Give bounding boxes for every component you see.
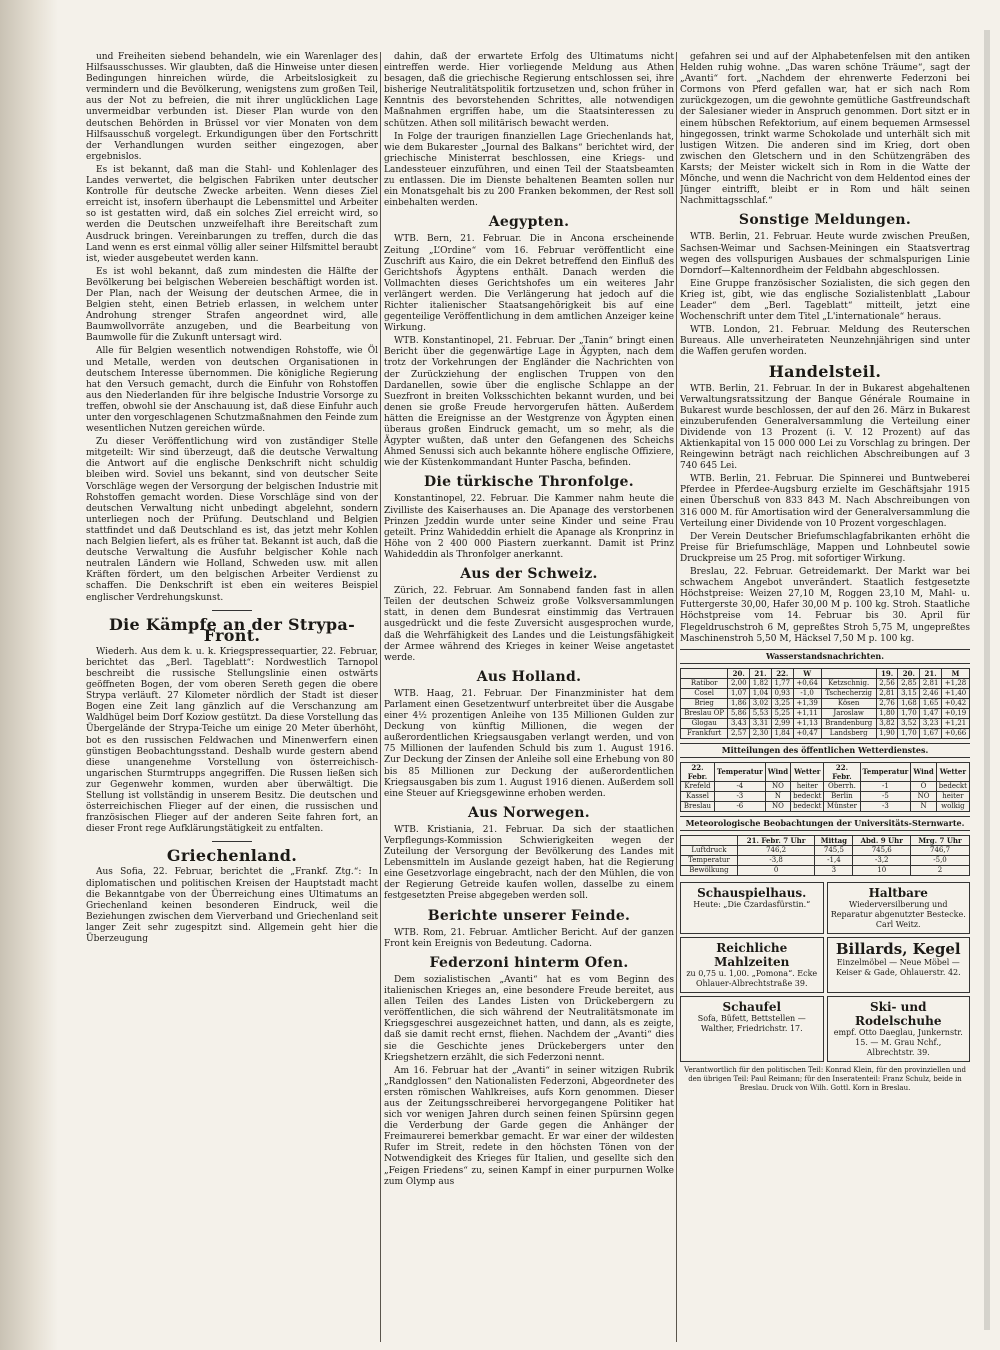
table-cell: 3,31 bbox=[750, 718, 772, 728]
table-row bbox=[681, 865, 970, 875]
table-cell: +1,11 bbox=[793, 708, 821, 718]
table-cell: heiter bbox=[936, 791, 969, 801]
paragraph: Breslau, 22. Februar. Getreidemarkt. Der Markt war bei schwachem Angebot unverändert. Staatlich festgesetzte Höchstpreise: Weizen 27,10 M, Roggen 23,10 M, Mahl- u. Futtergerste 30,00, Hafer 30,00 M p. 100 kg. Stroh. Staatliche Höchstpreise vom 14. Februar bis 30. April für Flegeldruschstroh 6 M, gepreßtes Stroh 5,75 M, ungepreßtes Maschinenstroh 5,50 M, Häcksel 7,50 M p. 100 kg. bbox=[680, 567, 970, 644]
table-cell: heiter bbox=[791, 781, 824, 791]
table-row bbox=[681, 801, 970, 811]
table-cell: 1,07 bbox=[728, 688, 750, 698]
table-cell: 1,70 bbox=[898, 708, 920, 718]
table-cell: Bewölkung bbox=[681, 865, 738, 875]
table-cell: 1,80 bbox=[876, 708, 898, 718]
table-row bbox=[681, 718, 970, 728]
paragraph: gefahren sei und auf der Alphabetenfelsen mit den antiken Helden ruhig wohne. „Das waren schöne Träume“, sagt der „Avanti“ fort. „Nachdem der ehrenwerte Federzoni bei Cormons von Pferd gefallen war, hat er sich nach Rom zurückgezogen, um die gewohnte gemütliche Gastfreundschaft der Salesianer wieder in Anspruch genommen. Dort sitzt er in einem hübschen Refektorium, auf einem bequemen Armsessel hingegossen, trinkt warme Schokolade und unterhält sich mit lustigen Witzen. Die anderen sind im Krieg, dort oben zwischen den Gletschern und in den Schützengräben des Karsts; der Meister wickelt sich in Rom in die Watte der Mönche, und wenn die Nachricht von dem Heldentod eines der Jünger eintrifft, bleibt er in Rom und hält seinen Nachmittagsschlaf.“ bbox=[680, 52, 970, 207]
table-cell: +0,66 bbox=[942, 728, 970, 738]
paragraph: In Folge der traurigen finanziellen Lage Griechenlands hat, wie dem Bukarester „Journal des Balkans“ berichtet wird, der griechische Ministerrat beschlossen, eine Kriegs- und Landessteuer einzuführen, und einen Teil der Staatsbeamten zu entlassen. Die im Dienste behaltenen Beamten sollen nur ein Monatsgehalt bis zu 200 Franken bekommen, der Rest soll einbehalten werden. bbox=[384, 131, 674, 209]
table-cell: 1,86 bbox=[728, 698, 750, 708]
table-cell: 2,30 bbox=[750, 728, 772, 738]
section-heading: Griechenland. bbox=[166, 846, 298, 866]
ad-body: Heute: „Die Czardasfürstin.“ bbox=[693, 899, 811, 909]
table-row bbox=[681, 855, 970, 865]
table-cell: 3,23 bbox=[920, 718, 942, 728]
table-cell: -3 bbox=[714, 791, 765, 801]
table-header-cell: Temperatur bbox=[860, 762, 911, 781]
ad-box bbox=[680, 996, 824, 1062]
table-header-cell: 21. bbox=[750, 668, 772, 678]
table-header-cell: Temperatur bbox=[714, 762, 765, 781]
ad-body: empf. Otto Daeglau, Junkernstr. 15. — M. Grau Nchf., Albrechtstr. 39. bbox=[833, 1027, 963, 1057]
section-heading: Berichte unserer Feinde. bbox=[427, 907, 631, 924]
table-cell: -3,8 bbox=[737, 855, 815, 865]
table-cell: 3 bbox=[815, 865, 853, 875]
table-cell: bedeckt bbox=[791, 791, 824, 801]
table-cell: Landsberg bbox=[821, 728, 876, 738]
table-header-cell: 21. bbox=[920, 668, 942, 678]
paragraph: WTB. London, 21. Februar. Meldung des Reuterschen Bureaus. Alle unverheirateten Neunzehnjährigen sind unter die Waffen gerufen worden. bbox=[680, 325, 970, 358]
observatory-table bbox=[680, 835, 970, 876]
paragraph: WTB. Konstantinopel, 21. Februar. Der „Tanin“ bringt einen Bericht über die gegenwärtige Lage in Ägypten, nach dem trotz der Vorkehrungen der Engländer die Nachrichten von der Zurückziehung der englischen Truppen von den Dardanellen, sowie über die englische Schlappe an der Suezfront in breiten Volksschichten bekannt wurden, und bei denen sie große Freude hervorgerufen hätten. Außerdem hätten die Ereignisse an der Westgrenze von Ägypten einen überaus großen Eindruck gemacht, um so mehr, als die Ägypter wußten, daß unter den Gefangenen des Scheichs Ahmed Senussi sich auch bekannte höhere englische Offiziere, wie der Küstenkommandant Hunter Pascha, befinden. bbox=[384, 336, 674, 469]
table-cell: 1,04 bbox=[750, 688, 772, 698]
table-cell: +1,28 bbox=[942, 678, 970, 688]
table-cell: Ketzschnig. bbox=[821, 678, 876, 688]
table-header-cell: W bbox=[793, 668, 821, 678]
ad-box bbox=[827, 937, 971, 993]
table-header-cell: 22. bbox=[771, 668, 793, 678]
table-cell: -1 bbox=[860, 781, 911, 791]
table-cell: Luftdruck bbox=[681, 845, 738, 855]
paragraph: WTB. Berlin, 21. Februar. Heute wurde zwischen Preußen, Sachsen-Weimar und Sachsen-Meiningen ein Staatsvertrag wegen des vollspurigen Ausbaues der schmalspurigen Linie Dorndorf—Kaltennordheim der Feldbahn abgeschlossen. bbox=[680, 232, 970, 276]
section-divider bbox=[212, 841, 252, 842]
table-cell: 1,67 bbox=[920, 728, 942, 738]
section-heading: Aus Holland. bbox=[476, 668, 582, 685]
table-header-cell: 22. Febr. bbox=[681, 762, 715, 781]
table-cell: 1,90 bbox=[876, 728, 898, 738]
table-cell: 745,6 bbox=[853, 845, 911, 855]
column-3 bbox=[680, 52, 970, 1342]
section-heading: Handelsteil. bbox=[768, 362, 882, 382]
table-cell: 3,15 bbox=[898, 688, 920, 698]
section-heading: Sonstige Meldungen. bbox=[738, 212, 912, 229]
table-cell: N bbox=[765, 791, 790, 801]
ad-title: Billards, Kegel bbox=[835, 939, 961, 958]
table-cell: 1,47 bbox=[920, 708, 942, 718]
table-cell: 1,77 bbox=[771, 678, 793, 688]
table-cell: Temperatur bbox=[681, 855, 738, 865]
table-title: Meteorologische Beobachtungen der Universitäts-Sternwarte. bbox=[680, 816, 970, 831]
paragraph: Zu dieser Veröffentlichung wird von zuständiger Stelle mitgeteilt: Wir sind überzeugt, daß die deutsche Verwaltung die Antwort auf die englische Denkschrift nicht schuldig bleiben wird. Soviel uns bekannt, sind von deutscher Seite Vorschläge wegen der Versorgung der belgischen Industrie mit Rohstoffen gemacht worden. Diese Vorschläge sind von der deutschen Verwaltung nicht unbedingt abgelehnt, sondern unterliegen noch der Prüfung. Deutschland und Belgien stattfindet und daß Deutschland es ist, das jetzt mehr Kohlen nach Belgien liefert, als es früher tat. Bekannt ist auch, daß die deutsche Verwaltung die Ausfuhr belgischer Kohle nach neutralen Ländern wie Holland, Schweden usw. mit allen Kräften fördert, um den belgischen Arbeiter Verdienst zu schaffen. Die Denkschrift ist eben ein weiteres Beispiel englischer Verdrehungskunst. bbox=[86, 437, 378, 603]
table-cell: 3,82 bbox=[876, 718, 898, 728]
table-row bbox=[681, 708, 970, 718]
table-cell: -1,0 bbox=[793, 688, 821, 698]
table-cell: N bbox=[911, 801, 936, 811]
table-header-cell bbox=[681, 835, 738, 845]
table-cell: 3,43 bbox=[728, 718, 750, 728]
paragraph: Wiederh. Aus dem k. u. k. Kriegspressequartier, 22. Februar, berichtet das „Berl. Tageblatt“: Nordwestlich Tarnopol beschreibt die russische Stellungslinie einen ostwärts geöffneten Bogen, der vom oberen Sereth gegen die obere Strypa verläuft. 27 Kilometer nördlich der Stadt ist dieser Bogen eine Zeit lang gänzlich auf die Verschanzung am Waldhügel beim Dorf Koziow gestützt. Da diese Vorstellung das Übergelände der Strypa-Teiche um einige 20 Meter überhöht, bot es den russischen Feldwachen und Minenwerfern einen günstigen Beobachtungsstand. Deshalb wurde gestern abend diese unangenehme Vorstellung von österreichisch-ungarischen Sturmtrupps angegriffen. Die Russen ließen sich zur Gegenwehr kommen, wurden aber überwältigt. Die Stellung ist vollständig in unserem Besitz. Die deutschen und österreichischen Flieger auf der einen, die russischen und französischen Flieger auf der anderen Seite fahren fort, an dieser Front rege Aufklärungstätigkeit zu entfalten. bbox=[86, 646, 378, 835]
table-cell: 2,46 bbox=[920, 688, 942, 698]
table-cell: 0 bbox=[737, 865, 815, 875]
table-cell: 2 bbox=[911, 865, 970, 875]
table-header-cell: 20. bbox=[728, 668, 750, 678]
table-header-cell: 22. Febr. bbox=[824, 762, 860, 781]
table-header-cell: M bbox=[942, 668, 970, 678]
table-header-cell bbox=[821, 668, 876, 678]
table-cell: Münster bbox=[824, 801, 860, 811]
table-header-cell: Mittag bbox=[815, 835, 853, 845]
table-cell: bedeckt bbox=[936, 781, 969, 791]
table-cell: 2,81 bbox=[876, 688, 898, 698]
paragraph: Es ist bekannt, daß man die Stahl- und Kohlenlager des Landes verwertet, die belgischen Fabriken unter deutscher Kontrolle für deutsche Zwecke arbeiten. Wenn dieses Ziel erreicht ist, insofern überhaupt die Lebensmittel und Arbeiter so ist gestatten wird, daß ein solches Ziel erreicht wird, so werden die Deutschen unzweifelhaft ihre Bereitschaft zum Ausdruck bringen. Vereinbarungen zu treffen, durch die das Land wenn es erst einmal völlig aller seiner Hilfsmittel beraubt ist, wieder ausgebeutet werden kann. bbox=[86, 164, 378, 264]
paragraph: Der Verein Deutscher Briefumschlagfabrikanten erhöht die Preise für Briefumschläge, Mappen und Lohnbeutel sowie Druckpreise um 25 Prog. mit sofortiger Wirkung. bbox=[680, 531, 970, 564]
table-cell: Berlin bbox=[824, 791, 860, 801]
table-cell: 5,86 bbox=[728, 708, 750, 718]
table-cell: +1,21 bbox=[942, 718, 970, 728]
paragraph: Zürich, 22. Februar. Am Sonnabend fanden fast in allen Teilen der deutschen Schweiz große Volksversammlungen statt, in denen dem Bundesrat einstimmig das Vertrauen ausgedrückt und die feste Zuversicht ausgesprochen wurde, daß die Wehrfähigkeit des Landes und die Leistungsfähigkeit der Armee während des Krieges in keiner Weise angetastet werde. bbox=[384, 586, 674, 663]
table-row bbox=[681, 845, 970, 855]
table-cell: Jaroslaw bbox=[821, 708, 876, 718]
table-cell: Breslau bbox=[681, 801, 715, 811]
table-cell: NO bbox=[911, 791, 936, 801]
paragraph: Konstantinopel, 22. Februar. Die Kammer nahm heute die Zivilliste des Kaiserhauses an. Die Apanage des verstorbenen Prinzen Jzeddin wurde unter seine Kinder und seine Frau geteilt. Prinz Wahideddin erhielt die Apanage als Kronprinz in Höhe von 2 400 000 Piastern zuerkannt. Damit ist Prinz Wahideddin als Thronfolger anerkannt. bbox=[384, 494, 674, 560]
table-cell: +0,42 bbox=[942, 698, 970, 708]
table-cell: bedeckt bbox=[791, 801, 824, 811]
paragraph: WTB. Rom, 21. Februar. Amtlicher Bericht. Auf der ganzen Front kein Ereignis von Bedeutung. Cadorna. bbox=[384, 927, 674, 949]
table-cell: 1,70 bbox=[898, 728, 920, 738]
table-cell: +1,13 bbox=[793, 718, 821, 728]
table-cell: 1,84 bbox=[771, 728, 793, 738]
column-1 bbox=[86, 52, 378, 1342]
table-row bbox=[681, 698, 970, 708]
ad-box bbox=[827, 882, 971, 934]
table-header-cell: Wetter bbox=[791, 762, 824, 781]
table-header-cell: Abd. 9 Uhr bbox=[853, 835, 911, 845]
table-cell: 1,68 bbox=[898, 698, 920, 708]
table-row bbox=[681, 728, 970, 738]
table-header-cell: Mrg. 7 Uhr bbox=[911, 835, 970, 845]
table-title: Wasserstandsnachrichten. bbox=[680, 649, 970, 664]
paragraph: WTB. Bern, 21. Februar. Die in Ancona erscheinende Zeitung „L’Ordine“ vom 16. Februar veröffentlicht eine Zuschrift aus Kairo, die ein Dekret betreffend den Einfluß des Gerichtshofs Ägyptens enthält. Danach werden die Vollmachten dieses Gerichtshofes um ein weiteres Jahr verlängert werden. Die Verlängerung hat jedoch auf die Richter italienischer Staatsangehörigkeit bis auf eine gegenteilige Veröffentlichung in dem amtlichen Anzeiger keine Wirkung. bbox=[384, 234, 674, 334]
paragraph: WTB. Berlin, 21. Februar. In der in Bukarest abgehaltenen Verwaltungsratssitzung der Banque Générale Roumaine in Bukarest wurde beschlossen, der auf den 26. März in Bukarest einzuberufenden Generalversammlung die Verteilung einer Dividende von 13 Prozent (i. V. 12 Prozent) auf das Aktienkapital von 15 000 000 Lei zu Vorschlag zu bringen. Der Reingewinn beträgt nach reichlichen Abschreibungen auf 3 740 645 Lei. bbox=[680, 383, 970, 472]
table-cell: NO bbox=[765, 801, 790, 811]
table-row bbox=[681, 791, 970, 801]
section-heading: Federzoni hinterm Ofen. bbox=[429, 954, 629, 971]
table-cell: 1,65 bbox=[920, 698, 942, 708]
table-cell: +1,40 bbox=[942, 688, 970, 698]
table-title: Mitteilungen des öffentlichen Wetterdienstes. bbox=[680, 743, 970, 758]
advertisements bbox=[680, 882, 970, 1062]
table-cell: Ratibor bbox=[681, 678, 728, 688]
table-cell: Brieg bbox=[681, 698, 728, 708]
ad-box bbox=[680, 937, 824, 993]
ad-title: Schaufel bbox=[722, 999, 782, 1014]
table-cell: 5,25 bbox=[771, 708, 793, 718]
paragraph: Alle für Belgien wesentlich notwendigen Rohstoffe, wie Öl und Metalle, werden von deutschen Organisationen in deutschem Interesse übernommen. Die königliche Regierung hat den Versuch gemacht, durch die Einfuhr von Rohstoffen aus den Niederlanden für ihre belgische Industrie Vorsorge zu treffen, obwohl sie der Anschauung ist, daß diese Einfuhr auch unter den vorgeschlagenen Schutzmaßnahmen den Feinde zum wesentlichen Nutzen gereichen würde. bbox=[86, 346, 378, 435]
column-2 bbox=[384, 52, 674, 1342]
table-cell: O bbox=[911, 781, 936, 791]
water-level-table bbox=[680, 668, 970, 739]
imprint-footer: Verantwortlich für den politischen Teil: Konrad Klein, für den provinziellen und den übrigen Teil: Paul Reimann; für den Inseratenteil: Franz Schulz, beide in Breslau. Druck von Wilh. Gottl. Korn in Breslau. bbox=[684, 1065, 966, 1092]
table-cell: Glogau bbox=[681, 718, 728, 728]
ad-title: Ski- und Rodelschuhe bbox=[855, 999, 942, 1028]
table-cell: NO bbox=[765, 781, 790, 791]
ad-body: Sofa, Büfett, Bettstellen — Walther, Friedrichstr. 17. bbox=[697, 1013, 806, 1033]
table-cell: -3 bbox=[860, 801, 911, 811]
table-cell: 2,76 bbox=[876, 698, 898, 708]
ad-title: Reichliche Mahlzeiten bbox=[714, 940, 790, 969]
table-cell: 1,82 bbox=[750, 678, 772, 688]
table-cell: -5 bbox=[860, 791, 911, 801]
paragraph: WTB. Berlin, 21. Februar. Die Spinnerei und Buntweberei Pferdee in Pferdee-Augsburg erzielte im Geschäftsjahr 1915 einen Überschuß von 833 843 M. Nach Abschreibungen von 316 000 M. für Amortisation wird der Generalversammlung die Verteilung einer Dividende von 10 Prozent vorgeschlagen. bbox=[680, 474, 970, 529]
table-cell: Breslau OP bbox=[681, 708, 728, 718]
table-cell: 745,5 bbox=[815, 845, 853, 855]
table-cell: wolkig bbox=[936, 801, 969, 811]
table-cell: -5,0 bbox=[911, 855, 970, 865]
table-cell: 2,57 bbox=[728, 728, 750, 738]
table-cell: Frankfurt bbox=[681, 728, 728, 738]
paragraph: dahin, daß der erwartete Erfolg des Ultimatums nicht eintreffen werde. Hier vorliegende Meldung aus Athen besagen, daß die griechische Regierung entschlossen sei, ihre bisherige Neutralitätspolitik fortzusetzen und, schon früher in Kenntnis des bevorstehenden Schrittes, alle notwendigen Maßnahmen ergriffen habe, um die Staatsinteressen zu schützen. Athen soll militärisch bewacht werden. bbox=[384, 52, 674, 129]
section-heading: Aegypten. bbox=[488, 214, 570, 231]
paragraph: WTB. Haag, 21. Februar. Der Finanzminister hat dem Parlament einen Gesetzentwurf unterbreitet über die Ausgabe einer 4½ prozentigen Anleihe von 135 Millionen Gulden zur Deckung von künftig Millionen, die wegen der außerordentlichen Kriegsausgaben verlangt werden, und von 75 Millionen der laufenden Schuld bis zum 1. August 1916. Zur Deckung der Zinsen der Anleihe soll eine Erhebung von 80 bis 85 Millionen zur Deckung der außerordentlichen Kriegsausgaben bis zum 1. August 1916 dienen. Außerdem soll eine Steuer auf Kriegsgewinne erhoben werden. bbox=[384, 688, 674, 799]
table-cell: 0,93 bbox=[771, 688, 793, 698]
table-cell: 2,56 bbox=[876, 678, 898, 688]
paragraph: Aus Sofia, 22. Februar, berichtet die „Frankf. Ztg.“: In diplomatischen und politischen Kreisen der Hauptstadt macht die Bekanntgabe von der Überreichung eines Ultimatums an Griechenland keinen besonderen Eindruck, weil die Beziehungen zwischen dem Vierverband und Griechenland seit langer Zeit sehr zugespitzt sind. Allgemein geht hier die Überzeugung bbox=[86, 867, 378, 945]
table-row bbox=[681, 781, 970, 791]
table-header-cell: 20. bbox=[898, 668, 920, 678]
table-cell: -4 bbox=[714, 781, 765, 791]
table-cell: -1,4 bbox=[815, 855, 853, 865]
table-cell: Kösen bbox=[821, 698, 876, 708]
ad-body: Einzelmöbel — Neue Möbel — Keiser & Gade, Ohlauerstr. 42. bbox=[835, 957, 961, 977]
ad-box bbox=[827, 996, 971, 1062]
section-divider bbox=[212, 610, 252, 611]
table-cell: 5,53 bbox=[750, 708, 772, 718]
table-cell: 2,99 bbox=[771, 718, 793, 728]
section-heading: Aus Norwegen. bbox=[468, 804, 590, 821]
ad-title: Schauspielhaus. bbox=[697, 885, 807, 900]
table-header-cell bbox=[681, 668, 728, 678]
paragraph: Eine Gruppe französischer Sozialisten, die sich gegen den Krieg ist, gibt, wie das englische Sozialistenblatt „Labour Leader“ dem „Berl. Tageblatt“ mitteilt, jetzt eine Wochenschrift unter dem Titel „L'internationale“ heraus. bbox=[680, 278, 970, 323]
table-header-cell: Wind bbox=[911, 762, 936, 781]
paragraph: und Freiheiten siebend behandeln, wie ein Warenlager des Hilfsausschusses. Wir glaubten, daß die Hinweise unter diesen Bedingungen hinreichen würde, die Arbeitslosigkeit zu vermindern und die Bevölkerung, wenigstens zum großen Teil, aus der Not zu befreien, die mit ihrer unglücklichen Lage unvermeidbar verbunden ist. Dieser Plan wurde von den deutschen Behörden in Brüssel vor vier Monaten von dem Hilfsausschuß vorgelegt. Erkundigungen über den Fortschritt der Verhandlungen wurden seither eingezogen, aber ergebnislos. bbox=[86, 52, 378, 162]
section-heading: Aus der Schweiz. bbox=[460, 566, 598, 583]
ad-box bbox=[680, 882, 824, 934]
table-cell: -6 bbox=[714, 801, 765, 811]
table-cell: 2,81 bbox=[920, 678, 942, 688]
table-cell: 746,7 bbox=[911, 845, 970, 855]
weather-table bbox=[680, 762, 970, 812]
table-cell: 2,85 bbox=[898, 678, 920, 688]
paragraph: Am 16. Februar hat der „Avanti“ in seiner witzigen Rubrik „Randglossen“ den Nationalisten Federzoni, Abgeordneter des ersten römischen Wahlkreises, aufs Korn genommen. Dieser aus der Zeitungsschreiberei hervorgegangene Politiker hat sich vor wenigen Jahren durch seinen feinen Spürsinn gegen die Verderbung der Garde gegen die Anhänger der Freimaurerei bemerkbar gemacht. Er war einer der wildesten Rufer im Streit, redete in den höchsten Tönen von der Notwendigkeit des Krieges für Italien, und gesellte sich den „Feigen Friedens“ zu, seinen Kampf in einer purpurnen Wolke zum Olymp aus bbox=[384, 1065, 674, 1187]
paragraph: WTB. Kristiania, 21. Februar. Da sich der staatlichen Verpflegungs-Kommission Schwierigkeiten wegen der Zuteilung der Versorgung der Bevölkerung des Landes mit Lebensmitteln im Auslande gezeigt haben, hat die Regierung eine Gesetzvorlage eingebracht, nach der den Mühlen, die von der Regierung Getreide kaufen wollen, dasselbe zu einem festgesetzten Preise abgegeben werden soll. bbox=[384, 824, 674, 902]
table-header-cell: Wetter bbox=[936, 762, 969, 781]
table-header-cell: 21. Febr. 7 Uhr bbox=[737, 835, 815, 845]
table-cell: Kassel bbox=[681, 791, 715, 801]
page-edge-shadow bbox=[984, 30, 990, 1330]
ad-title: Haltbare bbox=[868, 885, 928, 900]
table-cell: +0,64 bbox=[793, 678, 821, 688]
table-cell: -3,2 bbox=[853, 855, 911, 865]
table-cell: 3,25 bbox=[771, 698, 793, 708]
table-cell: +1,39 bbox=[793, 698, 821, 708]
table-cell: +0,47 bbox=[793, 728, 821, 738]
book-binding-shadow bbox=[0, 0, 58, 1350]
table-cell: Krefeld bbox=[681, 781, 715, 791]
ad-body: Wiederversilberung und Reparatur abgenutzter Bestecke. Carl Weitz. bbox=[830, 899, 966, 929]
column-rule bbox=[676, 52, 677, 1342]
table-row bbox=[681, 688, 970, 698]
table-cell: 10 bbox=[853, 865, 911, 875]
table-header-cell: Wind bbox=[765, 762, 790, 781]
column-rule bbox=[380, 52, 381, 1342]
table-cell: 746,2 bbox=[737, 845, 815, 855]
section-heading: Die Kämpfe an der Strypa-Front. bbox=[108, 614, 356, 645]
ad-body: zu 0,75 u. 1,00. „Pomona“. Ecke Ohlauer-Albrechtstraße 39. bbox=[686, 968, 818, 988]
table-cell: Oberrh. bbox=[824, 781, 860, 791]
paragraph: Dem sozialistischen „Avanti“ hat es vom Beginn des italienischen Krieges an, eine besondere Freude bereitet, aus allen Teilen des Landes Listen von Drückebergern zu veröffentlichen, die sich während der Neutralitätsmonate im Kriegsgeschrei ausgezeichnet hatten, und dann, als es zeigte, daß sie damit recht ernst, fliehen. Nachdem der „Avanti“ dies sie die Geschichte jenes Drückebergers unter den Kriegshetzern erzählt, die sich Federzoni nennt. bbox=[384, 974, 674, 1063]
table-cell: 2,00 bbox=[728, 678, 750, 688]
section-heading: Die türkische Thronfolge. bbox=[424, 474, 634, 491]
table-header-cell: 19. bbox=[876, 668, 898, 678]
table-row bbox=[681, 678, 970, 688]
table-cell: 3,52 bbox=[898, 718, 920, 728]
paragraph: Es ist wohl bekannt, daß zum mindesten die Hälfte der Bevölkerung bei belgischen Webereien beschäftigt worden ist. Der Plan, nach der Weisung der deutschen Armee, die in Belgien steht, einen Betrieb erlassen, in welchem unter Androhung strenger Strafen angeordnet wird, alle Baumwollvorräte anzugeben, und die Bearbeitung von Baumwolle für die Zukunft untersagt wird. bbox=[86, 266, 378, 344]
table-cell: Cosel bbox=[681, 688, 728, 698]
table-cell: Tschecherzig bbox=[821, 688, 876, 698]
table-cell: Brandenburg bbox=[821, 718, 876, 728]
table-cell: +0,19 bbox=[942, 708, 970, 718]
table-cell: 3,02 bbox=[750, 698, 772, 708]
